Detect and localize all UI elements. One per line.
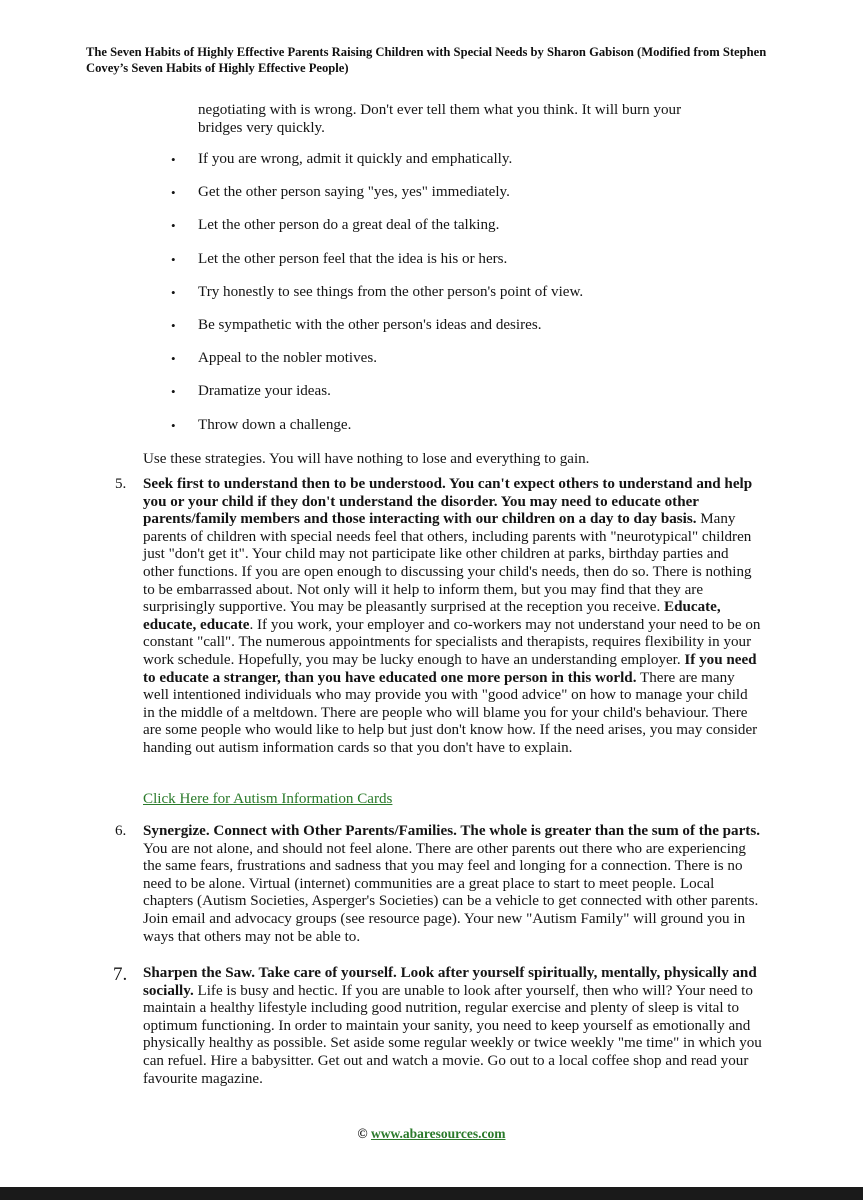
habit-body: There are many well intentioned individuals who may provide you with "good advice" on how to manage your child in the middle of a meltdown. There are people who will blame you for your child's behaviour. There are some people who would like to help but just don't know how. If the need arises, you may consider handing out autism information cards so that you don't have to explain.: [143, 669, 758, 756]
bullet-icon: •: [171, 185, 176, 201]
bullet-icon: •: [171, 384, 176, 400]
habit-paragraph: [143, 823, 763, 946]
habit-paragraph: [143, 965, 763, 1088]
habit-emphasis: If you need to educate a stranger, than you have educated one more person in this world.: [143, 651, 757, 686]
autism-cards-link-line: [143, 791, 392, 809]
habit-number: 6.: [115, 823, 127, 839]
bullet-text: Let the other person feel that the idea is his or hers.: [198, 250, 508, 267]
bullet-icon: •: [171, 417, 176, 433]
bullet-item: [0, 383, 863, 416]
bullet-item: [0, 251, 863, 284]
bullet-icon: •: [171, 218, 176, 234]
habit-emphasis: Educate, educate, educate: [143, 599, 721, 633]
bullet-text: Let the other person do a great deal of the talking.: [198, 217, 500, 234]
habit-paragraph: [143, 476, 763, 758]
bottom-edge-bar: [0, 1187, 863, 1200]
continuation-line-2: bridges very quickly.: [198, 119, 325, 136]
habit-heading: Sharpen the Saw. Take care of yourself. Look after yourself spiritually, mentally, physically and socially.: [143, 965, 757, 999]
bullet-text: Be sympathetic with the other person's ideas and desires.: [198, 316, 542, 333]
bullet-item: [0, 317, 863, 350]
habit-body: . If you work, your employer and co-workers may not understand your need to be on constant "call". The numerous appointments for specialists and therapists, requires flexibility in your work schedule. Hopefully, you may be lucky enough to have an understanding employer.: [143, 616, 761, 668]
bullet-icon: •: [171, 317, 176, 333]
bullet-text: Appeal to the nobler motives.: [198, 350, 377, 367]
bullet-item: [0, 350, 863, 383]
page-footer: [0, 1125, 863, 1142]
strategy-bullet-list: [0, 151, 863, 450]
bullet-item: [0, 184, 863, 217]
bullet-icon: •: [171, 251, 176, 267]
habit-number: 5.: [115, 476, 127, 492]
copyright-symbol: ©: [357, 1126, 368, 1141]
bullet-text: If you are wrong, admit it quickly and emphatically.: [198, 151, 513, 167]
habit-number: 7.: [113, 964, 128, 985]
bullet-item: [0, 217, 863, 250]
autism-cards-link[interactable]: Click Here for Autism Information Cards: [143, 791, 393, 807]
habit-body: You are not alone, and should not feel alone. There are other parents out there who are experiencing the same fears, frustrations and sadness that you may feel and longing for a connection. There is no need to be alone. Virtual (internet) communities are a great place to start to meet people. Local chapters (Autism Societies, Asperger's Societies) can be a vehicle to get connected with other parents. Join email and advocacy groups (see resource page). Your new "Autism Family" will ground you in ways that others may not be able to.: [143, 840, 759, 945]
bullet-item: [0, 417, 863, 450]
use-strategies-text: Use these strategies. You will have nothing to lose and everything to gain.: [143, 451, 590, 467]
habit-heading: Seek first to understand then to be understood. You can't expect others to understand and help you or your child if they don't understand the disorder. You may need to educate other parents/family members and those interacting with our children on a day to day basis.: [143, 476, 753, 528]
bullet-icon: •: [171, 152, 176, 167]
habit-body: Many parents of children with special needs feel that others, including parents with "neurotypical" children just "don't get it". Your child may not participate like other children at parks, birthday parties and other functions. If you are open enough to discussing your child's needs, then do so. There is nothing to be embarrassed about. Not only will it help to inform them, but you may find that they are surprisingly supportive. You may be pleasantly surprised at the reception you receive.: [143, 511, 752, 616]
habit-body: Life is busy and hectic. If you are unable to look after yourself, then who will? Your need to maintain a healthy lifestyle including good nutrition, regular exercise and plenty of sleep is vital to optimum functioning. In order to maintain your sanity, you need to keep yourself as emotionally and physically healthy as possible. Set aside some regular weekly or twice weekly "me time" in which you can refuel. Hire a babysitter. Get out and watch a movie. Go out to a local coffee shop and read your favourite magazine.: [143, 982, 762, 1087]
habit-heading: Synergize. Connect with Other Parents/Families. The whole is greater than the sum of the parts.: [143, 823, 760, 839]
continuation-paragraph: [198, 102, 758, 137]
bullet-item: [0, 151, 863, 184]
bullet-icon: •: [171, 351, 176, 367]
bullet-text: Try honestly to see things from the other person's point of view.: [198, 283, 584, 300]
bullet-item: [0, 284, 863, 317]
bullet-text: Get the other person saying "yes, yes" immediately.: [198, 184, 510, 201]
bullet-icon: •: [171, 284, 176, 300]
website-link[interactable]: www.abaresources.com: [370, 1126, 506, 1141]
continuation-line-1: negotiating with is wrong. Don't ever tell them what you think. It will burn your: [198, 102, 682, 118]
bullet-text: Throw down a challenge.: [198, 416, 352, 433]
bullet-text: Dramatize your ideas.: [198, 383, 331, 400]
document-header-title: The Seven Habits of Highly Effective Parents Raising Children with Special Needs by Sharon Gabison (Modified from Stephen Covey’s Seven Habits of Highly Effective People): [86, 45, 767, 75]
